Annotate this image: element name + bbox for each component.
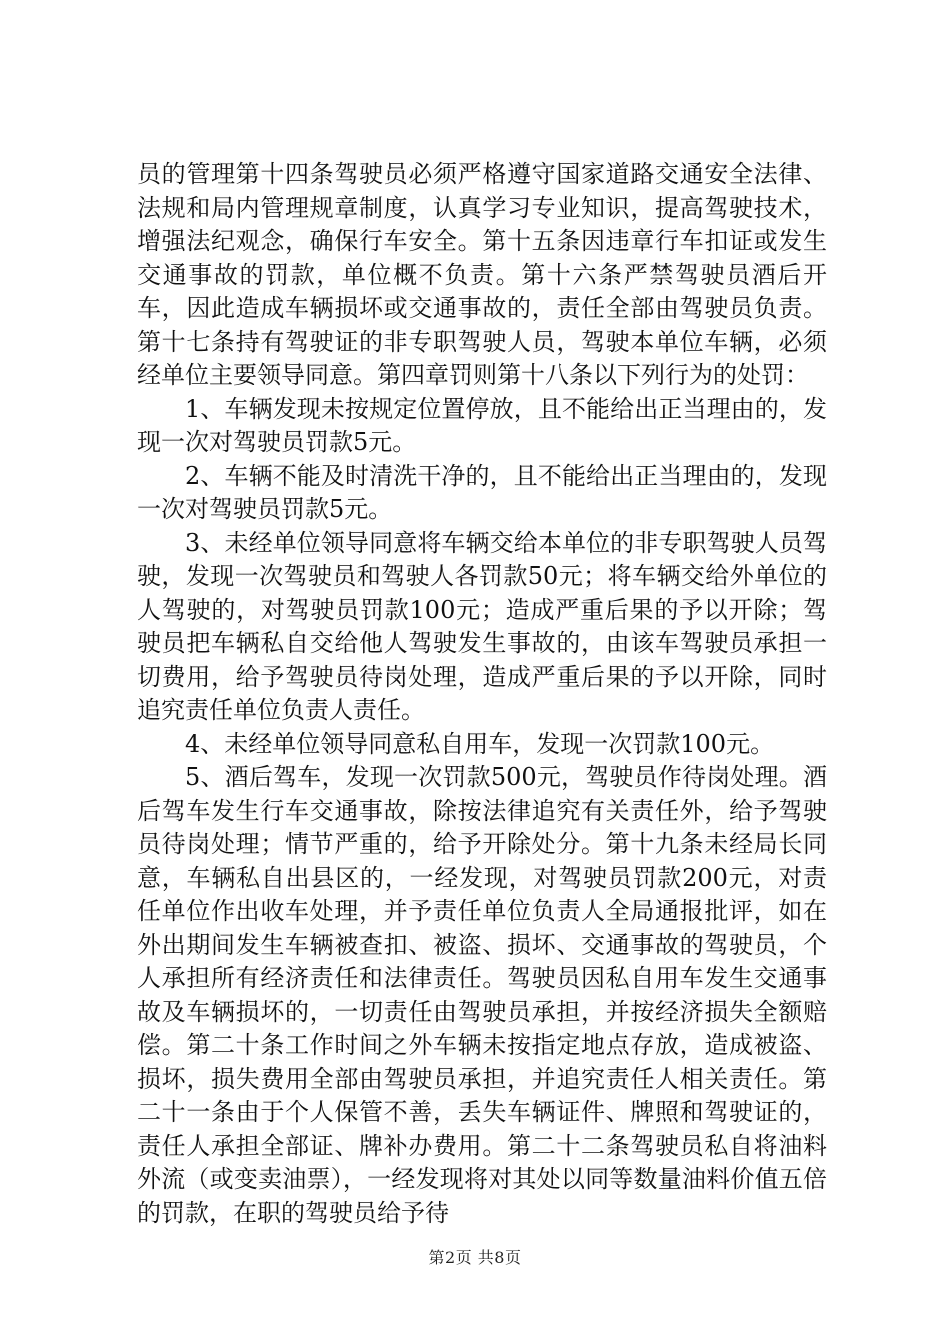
page-number-footer: 第2页 共8页: [428, 1248, 522, 1267]
paragraph-penalty-item-2: 2、车辆不能及时清洗干净的，且不能给出正当理由的，发现一次对驾驶员罚款5元。: [137, 461, 827, 523]
document-body: [137, 158, 827, 1230]
paragraph-penalty-item-1: 1、车辆发现未按规定位置停放，且不能给出正当理由的，发现一次对驾驶员罚款5元。: [137, 394, 827, 456]
paragraph-penalty-item-4: 4、未经单位领导同意私自用车，发现一次罚款100元。: [185, 729, 775, 758]
paragraph-penalty-item-3: 3、未经单位领导同意将车辆交给本单位的非专职驾驶人员驾驶，发现一次驾驶员和驾驶人各罚款50元；将车辆交给外单位的人驾驶的，对驾驶员罚款100元；造成严重后果的予以开除；驾驶员把车辆私自交给他人驾驶发生事故的，由该车驾驶员承担一切费用，给予驾驶员待岗处理，造成严重后果的予以开除，同时追究责任单位负责人责任。: [137, 528, 827, 724]
paragraph-article-14-to-18: 员的管理第十四条驾驶员必须严格遵守国家道路交通安全法律、法规和局内管理规章制度，认真学习专业知识，提高驾驶技术，增强法纪观念，确保行车安全。第十五条因违章行车扣证或发生交通事故的罚款，单位概不负责。第十六条严禁驾驶员酒后开车，因此造成车辆损坏或交通事故的，责任全部由驾驶员负责。第十七条持有驾驶证的非专职驾驶人员，驾驶本单位车辆，必须经单位主要领导同意。第四章罚则第十八条以下列行为的处罚：: [137, 160, 827, 389]
paragraph-penalty-item-5: 5、酒后驾车，发现一次罚款500元，驾驶员作待岗处理。酒后驾车发生行车交通事故，除按法律追究有关责任外，给予驾驶员待岗处理；情节严重的，给予开除处分。第十九条未经局长同意，车辆私自出县区的，一经发现，对驾驶员罚款200元，对责任单位作出收车处理，并予责任单位负责人全局通报批评，如在外出期间发生车辆被查扣、被盗、损坏、交通事故的驾驶员，个人承担所有经济责任和法律责任。驾驶员因私自用车发生交通事故及车辆损坏的，一切责任由驾驶员承担，并按经济损失全额赔偿。第二十条工作时间之外车辆未按指定地点存放，造成被盗、损坏，损失费用全部由驾驶员承担，并追究责任人相关责任。第二十一条由于个人保管不善，丢失车辆证件、牌照和驾驶证的，责任人承担全部证、牌补办费用。第二十二条驾驶员私自将油料外流（或变卖油票），一经发现将对其处以同等数量油料价值五倍的罚款，在职的驾驶员给予待: [137, 763, 827, 1227]
